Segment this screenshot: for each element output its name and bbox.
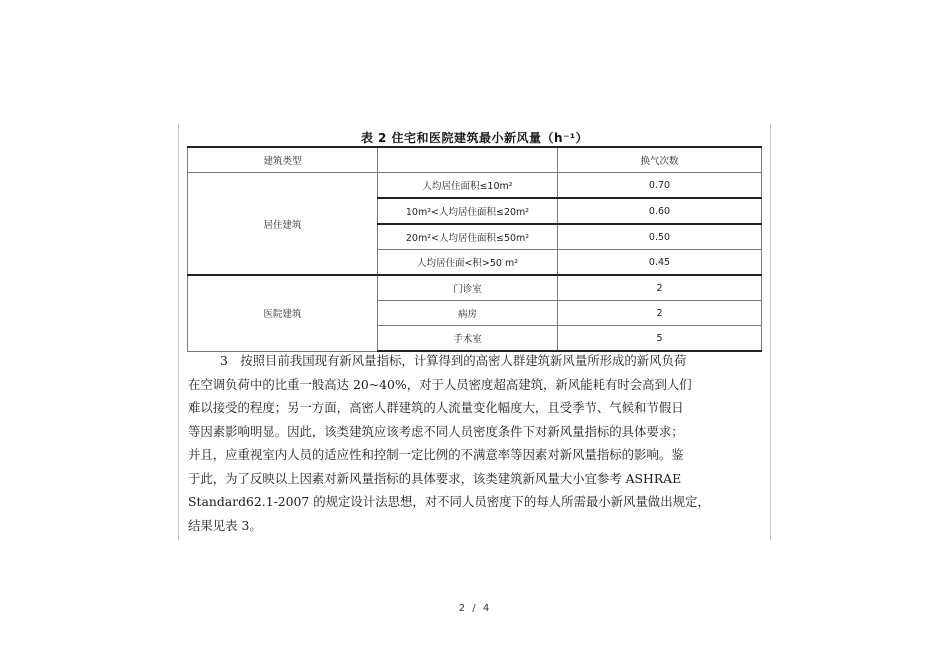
paragraph-line: 于此，为了反映以上因素对新风量指标的具体要求，该类建筑新风量大小宜参考 ASHRAE xyxy=(188,470,682,486)
category-residential: 居住建筑 xyxy=(188,173,378,276)
page-number: 2 / 4 xyxy=(458,603,492,614)
header-condition xyxy=(378,147,558,173)
ventilation-table xyxy=(187,146,762,352)
paragraph-line: Standard62.1-2007 的规定设计法思想，对不同人员密度下的每人所需最小新风量做出规定， xyxy=(188,494,710,509)
row-value: 0.45 xyxy=(558,250,762,276)
table-title: 表 2 住宅和医院建筑最小新风量（h⁻¹） xyxy=(360,131,589,145)
body-paragraph xyxy=(188,349,762,537)
row-condition: 手术室 xyxy=(378,326,558,352)
row-condition: 20m²<人均居住面积≤50m² xyxy=(378,224,558,250)
header-air-changes: 换气次数 xyxy=(558,147,762,173)
row-condition: 10m²<人均居住面积≤20m² xyxy=(378,198,558,224)
row-value: 0.60 xyxy=(558,198,762,224)
row-value: 2 xyxy=(558,275,762,301)
table-row xyxy=(188,173,762,199)
row-value: 0.70 xyxy=(558,173,762,199)
header-building-type: 建筑类型 xyxy=(188,147,378,173)
row-condition: 门诊室 xyxy=(378,275,558,301)
row-condition: 人均居住面积≤10m² xyxy=(378,173,558,199)
row-value: 0.50 xyxy=(558,224,762,250)
table-header-row xyxy=(188,147,762,173)
row-condition: 人均居住面<积>50 m² xyxy=(378,250,558,276)
paragraph-line: 结果见表 3。 xyxy=(188,517,262,533)
table-row xyxy=(188,275,762,301)
row-value: 5 xyxy=(558,326,762,352)
row-value: 2 xyxy=(558,301,762,326)
paragraph-line: 并且，应重视室内人员的适应性和控制一定比例的不满意率等因素对新风量指标的影响。鉴 xyxy=(188,447,684,462)
category-hospital: 医院建筑 xyxy=(188,275,378,351)
paragraph-line: 在空调负荷中的比重一般高达 20~40%，对于人员密度超高建筑，新风能耗有时会高到人们 xyxy=(188,376,692,392)
paragraph-line: 等因素影响明显。因此，该类建筑应该考虑不同人员密度条件下对新风量指标的具体要求； xyxy=(188,423,684,439)
row-condition: 病房 xyxy=(378,301,558,326)
document-scan xyxy=(178,124,771,540)
paragraph-line: 3 按照目前我国现有新风量指标，计算得到的高密人群建筑新风量所形成的新风负荷 xyxy=(220,353,687,368)
paragraph-line: 难以接受的程度；另一方面，高密人群建筑的人流量变化幅度大，且受季节、气候和节假日 xyxy=(188,400,684,415)
